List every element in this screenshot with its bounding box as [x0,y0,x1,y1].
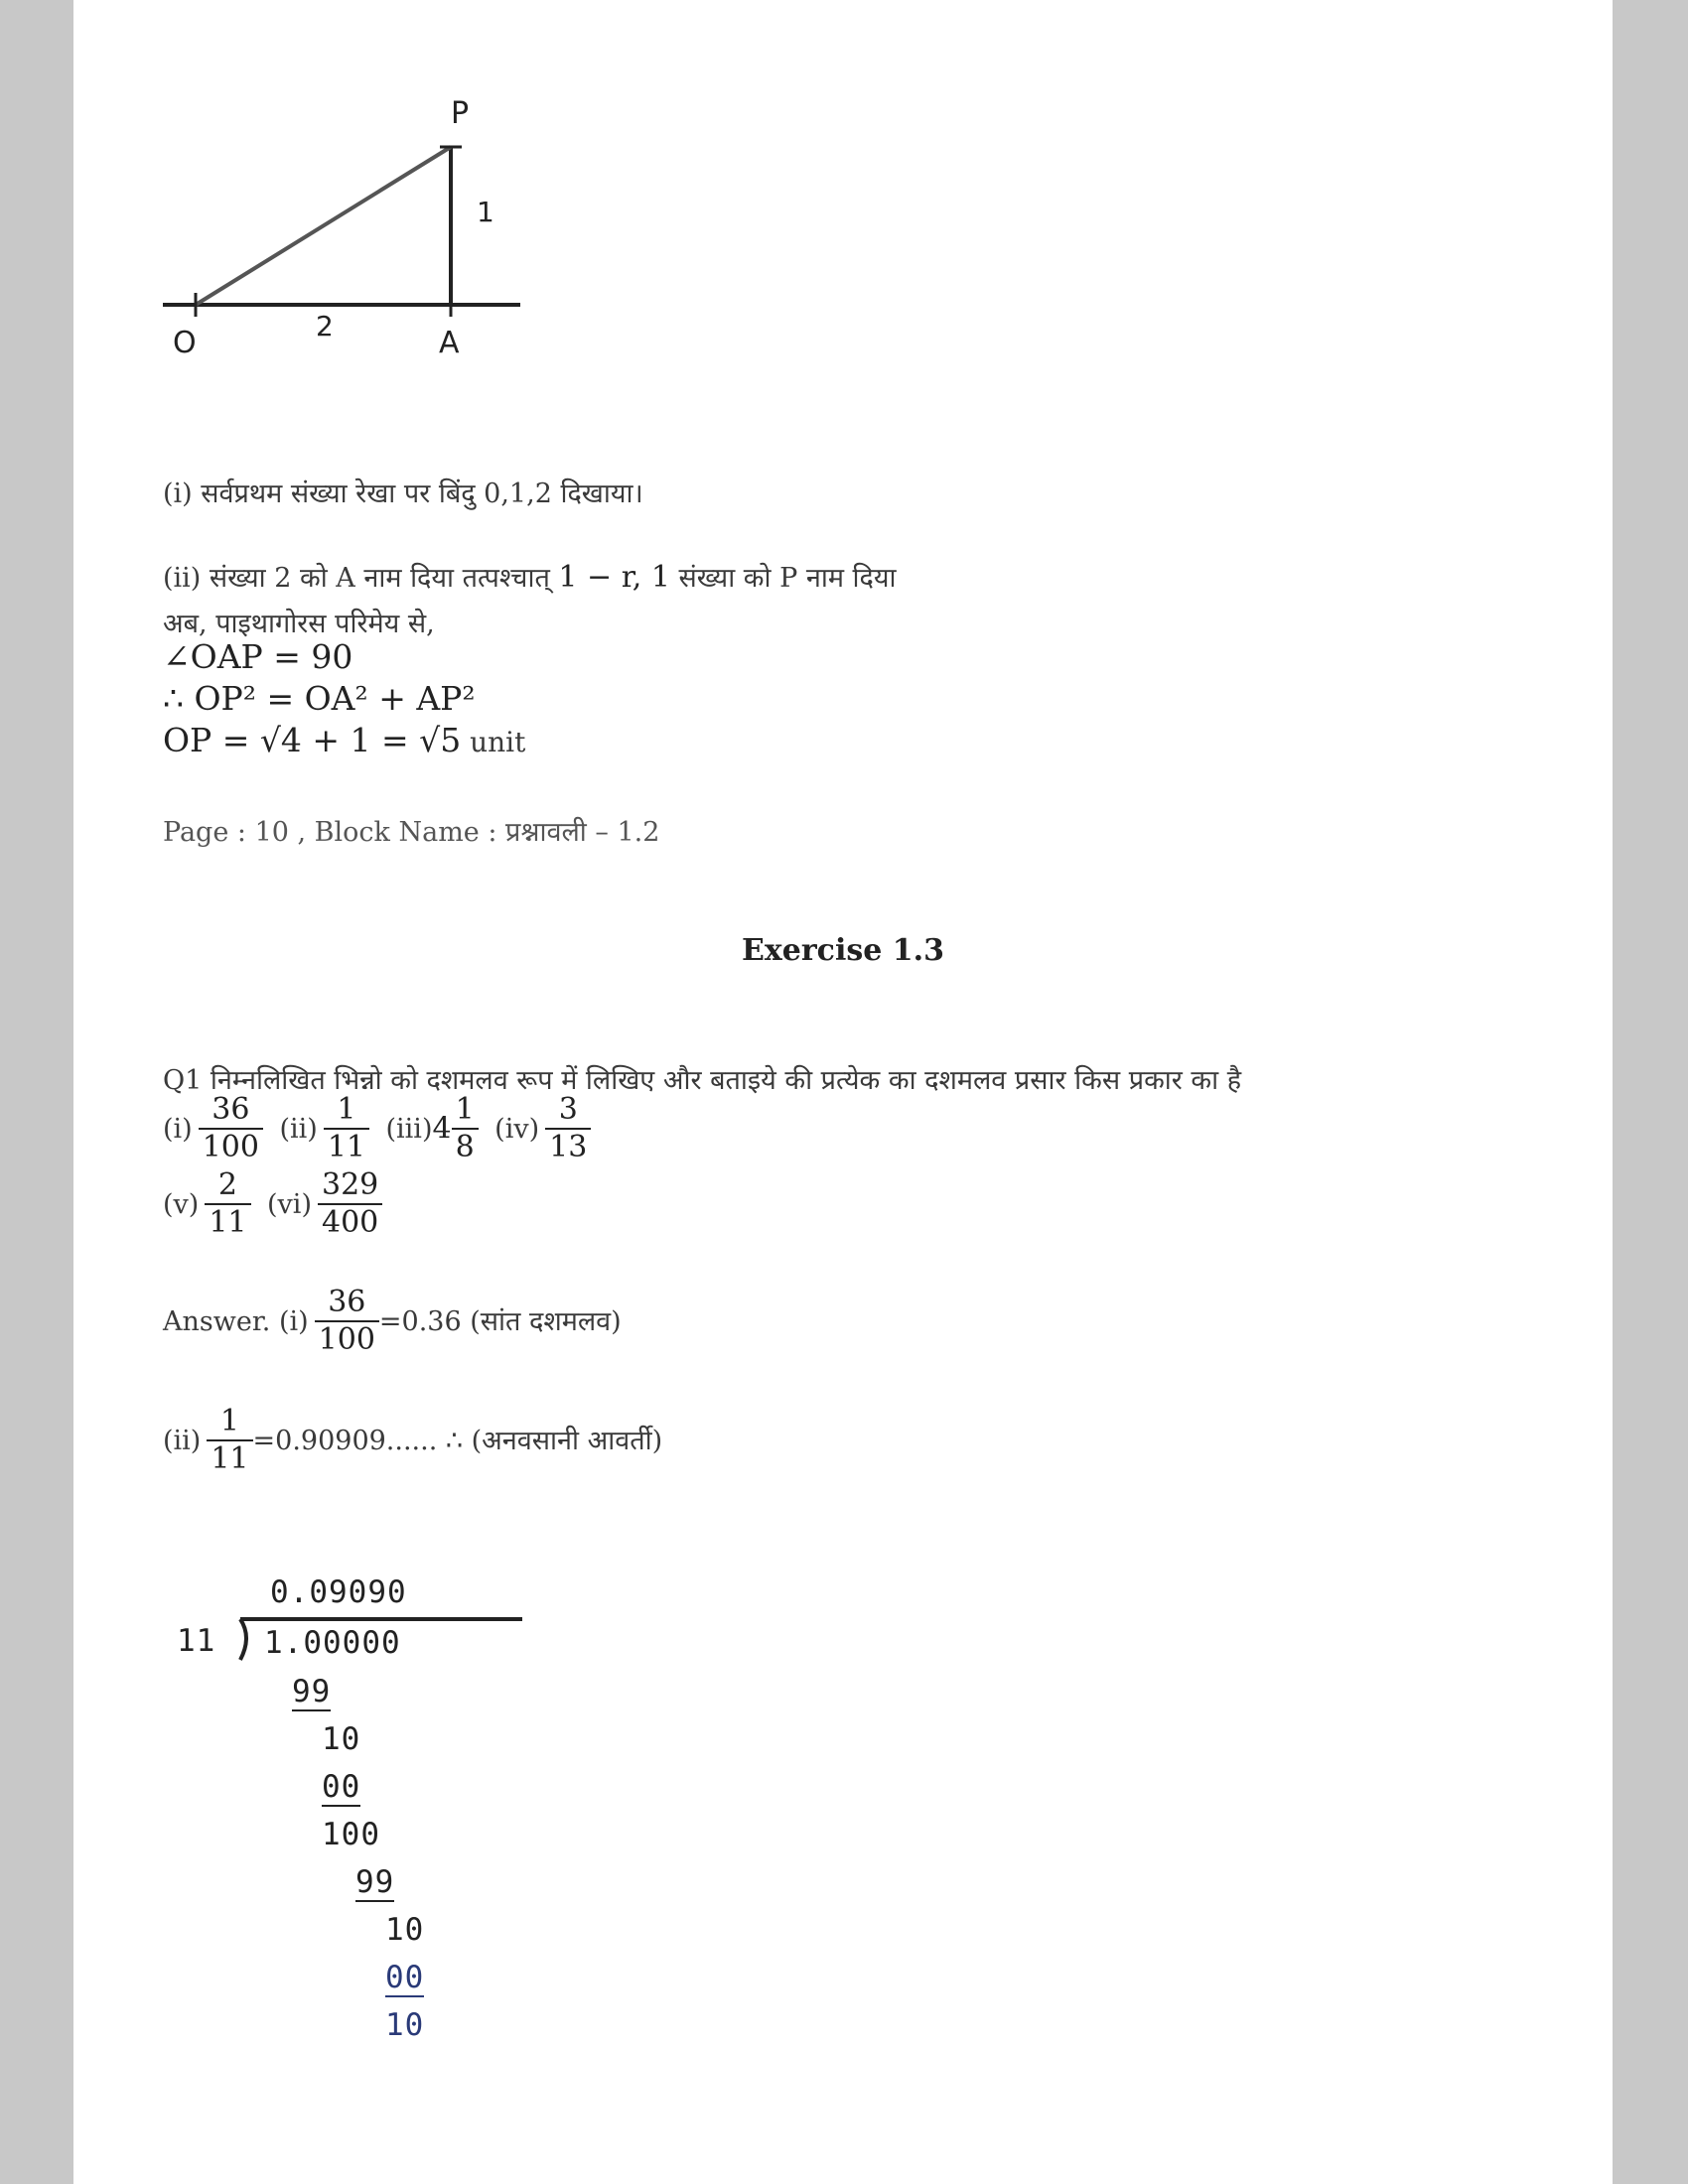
denominator: 100 [315,1320,379,1358]
label-oa-length: 2 [316,310,334,342]
fraction [318,1167,382,1241]
question-text: Q1 निम्नलिखित भिन्नो को दशमलव रूप में लिखिए और बताइये की प्रत्येक का दशमलव प्रसार किस प्रकार का है [163,1065,1242,1096]
label-p: P [451,96,470,131]
division-divisor: 11 [177,1623,216,1659]
denominator: 11 [207,1439,252,1477]
denominator: 11 [205,1203,250,1241]
denominator: 11 [324,1128,369,1165]
numerator: 36 [211,1092,250,1127]
answer-1-result: =0.36 (सांत दशमलव) [378,1306,622,1337]
numerator: 36 [328,1285,366,1319]
division-step: 00 [322,1769,361,1805]
page-reference: Page : 10 , Block Name : प्रश्नावली – 1.2 [163,817,660,848]
item-label: (i) [163,1114,193,1145]
numerator: 2 [217,1167,237,1202]
document-page [73,0,1613,2184]
answer-2 [163,1404,662,1477]
fraction [315,1285,379,1358]
fraction [205,1167,250,1241]
fraction [545,1092,591,1165]
division-step: 100 [322,1817,380,1852]
division-step: 10 [385,2007,425,2043]
exercise-title: Exercise 1.3 [742,933,944,968]
item-label: (ii) [279,1114,318,1145]
denominator: 400 [318,1203,382,1241]
equation-op [163,721,525,759]
triangle-figure [153,89,530,377]
label-o: O [173,326,197,360]
equation-pythagoras: ∴ OP² = OA² + AP² [163,679,476,718]
equation-angle: ∠OAP = 90 [163,637,353,676]
division-step: 99 [292,1674,332,1709]
item-label: (vi) [267,1189,312,1220]
numerator: 329 [321,1167,379,1202]
answer-1-prefix: Answer. (i) [163,1306,309,1337]
numerator: 3 [558,1092,578,1127]
numerator: 1 [455,1092,475,1127]
denominator: 13 [545,1128,591,1165]
division-step: 99 [355,1864,395,1900]
step-2-math: 1 − r, 1 [558,560,670,595]
item-label: (iii) [385,1114,433,1145]
fraction [324,1092,369,1165]
question-items-row-1 [163,1092,597,1165]
step-2 [163,558,897,595]
numerator: 1 [337,1092,356,1127]
fraction [207,1404,252,1477]
label-a: A [439,326,460,360]
division-step: 10 [322,1721,361,1757]
whole-part: 4 [432,1111,452,1147]
step-2-post: संख्या को P नाम दिया [669,563,897,594]
item-label: (v) [163,1189,200,1220]
division-step: 10 [385,1912,425,1948]
fraction [452,1092,479,1165]
equation-op-value: OP = √4 + 1 = √5 [163,721,462,759]
step-1: (i) सर्वप्रथम संख्या रेखा पर बिंदु 0,1,2 दिखाया। [163,478,643,509]
equation-op-unit: unit [461,726,526,758]
division-step: 00 [385,1960,425,1995]
numerator: 1 [219,1404,239,1438]
fraction [199,1092,263,1165]
item-label: (iv) [494,1114,540,1145]
label-ap-length: 1 [477,196,494,228]
division-quotient: 0.09090 [270,1574,407,1610]
denominator: 8 [452,1128,479,1165]
answer-2-prefix: (ii) [163,1426,202,1456]
step-3: अब, पाइथागोरस परिमेय से, [163,609,435,639]
answer-2-result: =0.90909...... ∴ (अनवसानी आवर्ती) [252,1426,663,1456]
step-2-pre: (ii) संख्या 2 को A नाम दिया तत्पश्चात् [163,563,559,594]
division-dividend: 1.00000 [264,1625,401,1661]
hypotenuse-op [196,147,451,305]
question-items-row-2 [163,1167,388,1241]
denominator: 100 [199,1128,263,1165]
answer-1 [163,1285,622,1358]
